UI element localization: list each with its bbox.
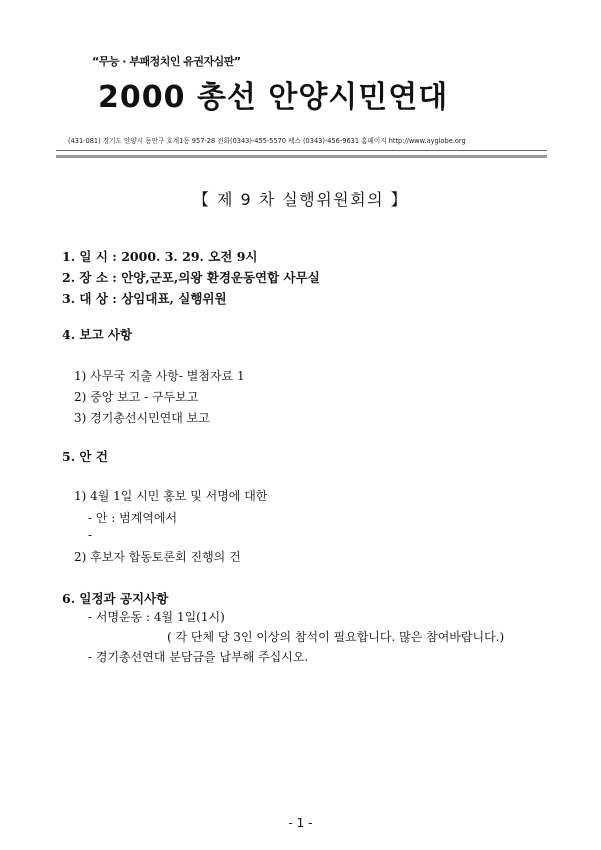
detail-place-label: 2. 장 소 : — [62, 270, 117, 285]
agenda-dash: - — [88, 528, 93, 542]
meeting-title: 【 제 9 차 실행위원회의 】 — [192, 190, 409, 209]
header-divider-thick — [56, 155, 547, 158]
agenda-item: 2) 후보자 합동토론회 진행의 건 — [74, 550, 241, 564]
detail-date — [62, 247, 258, 265]
organization-title: 2000 총선 안양시민연대 — [98, 80, 449, 115]
schedule-note: ( 각 단체 당 3인 이상의 참석이 필요합니다. 많은 참여바랍니다.) — [167, 630, 505, 644]
detail-attendees-value: 상임대표, 실행위원 — [121, 291, 227, 306]
header-divider-thin — [56, 150, 547, 151]
agenda-item: 1) 4월 1일 시민 홍보 및 서명에 대한 — [74, 489, 268, 503]
report-item: 1) 사무국 지출 사항- 별첨자료 1 — [74, 369, 245, 383]
reports-heading: 4. 보고 사항 — [62, 327, 133, 342]
page-number: - 1 - — [288, 816, 313, 830]
detail-place — [62, 268, 320, 286]
agenda-heading: 5. 안 건 — [62, 449, 108, 464]
detail-date-label: 1. 일 시 : — [62, 249, 117, 264]
detail-attendees — [62, 289, 227, 307]
detail-place-value: 안양,군포,의왕 환경운동연합 사무실 — [121, 270, 320, 285]
detail-attendees-label: 3. 대 상 : — [62, 291, 117, 306]
schedule-heading: 6. 일정과 공지사항 — [62, 591, 169, 606]
contact-info: (431-081) 경기도 안양시 동안구 호계1동 957-28 전화(0343)-455-5570 팩스 (0343)-456-9631 홈페이지 http://www.ayglobe.org — [68, 137, 466, 145]
schedule-item: - 서명운동 : 4월 1일(1시) — [88, 610, 225, 624]
agenda-item-sub: - 안 : 범계역에서 — [88, 511, 178, 525]
schedule-item: - 경기총선연대 분담금을 납부해 주십시오. — [88, 650, 309, 664]
report-item: 3) 경기총선시민연대 보고 — [74, 411, 210, 425]
detail-date-value: 2000. 3. 29. 오전 9시 — [121, 249, 258, 264]
slogan: “무능 · 부패정치인 유권자심판” — [92, 55, 241, 68]
report-item: 2) 중앙 보고 - 구두보고 — [74, 390, 199, 404]
